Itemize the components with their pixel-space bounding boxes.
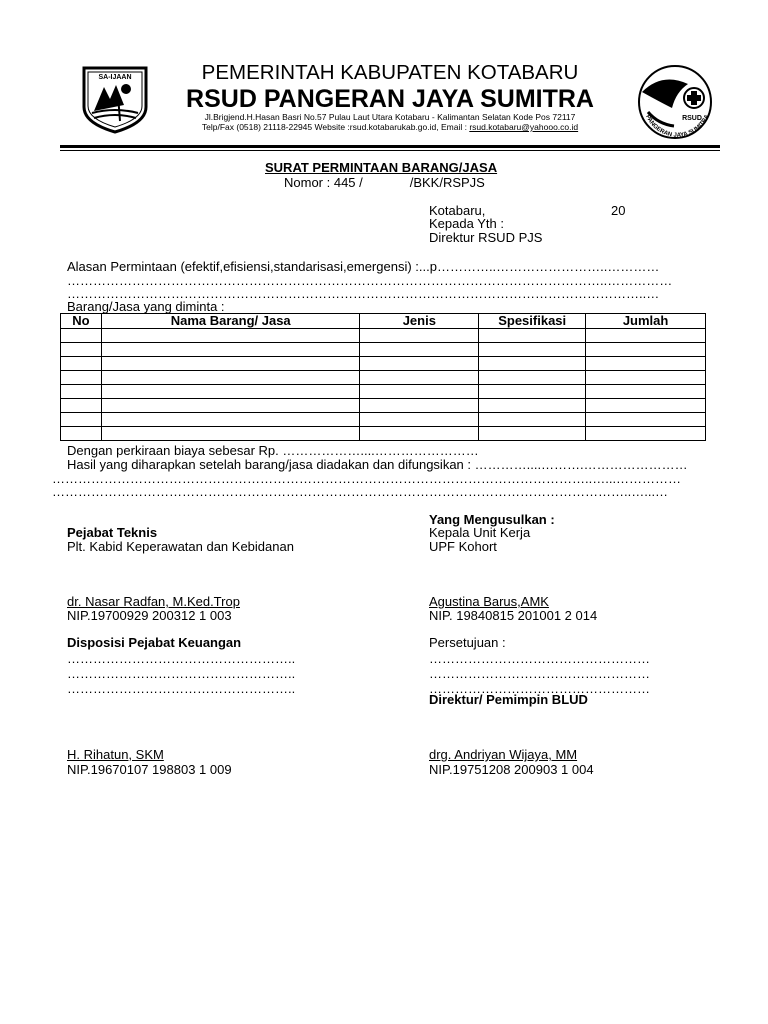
- table-cell[interactable]: [586, 343, 706, 357]
- header-rule-thick: [60, 145, 720, 148]
- table-cell[interactable]: [61, 371, 102, 385]
- table-cell[interactable]: [479, 371, 586, 385]
- finance-officer-nip: NIP.19670107 198803 1 009: [67, 762, 232, 777]
- result-line: ……………………………………………………………………………………………………………………..…...…: [52, 484, 669, 499]
- emblem-label: SA-IJAAN: [98, 74, 132, 81]
- table-cell[interactable]: [586, 329, 706, 343]
- contact-text: Telp/Fax (0518) 21118-22945 Website :rsud.kotabarukab.go.id, Email :: [201, 122, 470, 132]
- technical-officer-title: Pejabat Teknis: [67, 525, 158, 540]
- unit-head-name: Agustina Barus,AMK: [429, 594, 549, 609]
- table-row: [61, 413, 706, 427]
- table-row: [61, 343, 706, 357]
- table-cell[interactable]: [61, 413, 102, 427]
- table-cell[interactable]: [479, 343, 586, 357]
- table-cell[interactable]: [360, 413, 479, 427]
- contact-line: [150, 122, 630, 132]
- unit-name: UPF Kohort: [429, 539, 497, 554]
- table-cell[interactable]: [586, 427, 706, 441]
- kotabaru-regency-emblem: [80, 65, 150, 135]
- col-header-type: Jenis: [360, 314, 479, 329]
- table-cell[interactable]: [101, 329, 360, 343]
- recipient: Direktur RSUD PJS: [429, 230, 543, 245]
- table-cell[interactable]: [61, 329, 102, 343]
- table-cell[interactable]: [479, 399, 586, 413]
- table-cell[interactable]: [586, 385, 706, 399]
- table-cell[interactable]: [61, 343, 102, 357]
- director-name: drg. Andriyan Wijaya, MM: [429, 747, 578, 762]
- header-rule-thin: [60, 150, 720, 151]
- items-label: Barang/Jasa yang diminta :: [67, 299, 225, 314]
- items-table: [60, 313, 706, 441]
- result-line: ……………………………………………………………………………………………………………..…...……………: [52, 471, 682, 486]
- director-title: Direktur/ Pemimpin BLUD: [429, 692, 588, 707]
- government-name: PEMERINTAH KABUPATEN KOTABARU: [201, 61, 579, 84]
- table-cell[interactable]: [586, 357, 706, 371]
- table-cell[interactable]: [360, 427, 479, 441]
- rsud-logo-ring-text: PANGERAN JAYA SUMITRA: [644, 113, 711, 139]
- table-cell[interactable]: [360, 357, 479, 371]
- table-cell[interactable]: [586, 371, 706, 385]
- table-cell[interactable]: [101, 357, 360, 371]
- table-cell[interactable]: [586, 399, 706, 413]
- table-cell[interactable]: [61, 357, 102, 371]
- table-header-row: [61, 314, 706, 329]
- table-cell[interactable]: [479, 427, 586, 441]
- col-header-quantity: Jumlah: [586, 314, 706, 329]
- table-row: [61, 385, 706, 399]
- reason-line: ……………………………………………………………………………………………………………..……………: [67, 273, 673, 288]
- table-cell[interactable]: [586, 413, 706, 427]
- table-cell[interactable]: [479, 385, 586, 399]
- table-cell[interactable]: [101, 385, 360, 399]
- table-row: [61, 357, 706, 371]
- expected-result: Hasil yang diharapkan setelah barang/jasa diadakan dan difungsikan : …………....……….……………………: [67, 457, 688, 472]
- dotted-line: ……………………………………………: [429, 681, 650, 696]
- col-header-no: No: [61, 314, 102, 329]
- dotted-line: ……………………………………………..: [67, 651, 296, 666]
- technical-officer-role: Plt. Kabid Keperawatan dan Kebidanan: [67, 539, 294, 554]
- technical-officer-name: dr. Nasar Radfan, M.Ked.Trop: [67, 594, 240, 609]
- table-cell[interactable]: [360, 343, 479, 357]
- table-cell[interactable]: [479, 329, 586, 343]
- proposer-label: Yang Mengusulkan :: [429, 512, 555, 527]
- finance-officer-name: H. Rihatun, SKM: [67, 747, 164, 762]
- table-cell[interactable]: [61, 427, 102, 441]
- col-header-specification: Spesifikasi: [479, 314, 586, 329]
- finance-disposition-title: Disposisi Pejabat Keuangan: [67, 635, 242, 650]
- table-row: [61, 371, 706, 385]
- director-nip: NIP.19751208 200903 1 004: [429, 762, 594, 777]
- table-cell[interactable]: [61, 399, 102, 413]
- table-cell[interactable]: [360, 385, 479, 399]
- letter-place: Kotabaru,: [429, 203, 486, 218]
- table-cell[interactable]: [360, 329, 479, 343]
- table-cell[interactable]: [101, 343, 360, 357]
- letter-year: 20: [611, 203, 626, 218]
- technical-officer-nip: NIP.19700929 200312 1 003: [67, 608, 232, 623]
- table-cell[interactable]: [360, 399, 479, 413]
- reason-label: Alasan Permintaan (efektif,efisiensi,standarisasi,emergensi) :...p…………..……………………..…………: [67, 259, 660, 274]
- dotted-line: ……………………………………………..: [67, 666, 296, 681]
- unit-head-nip: NIP. 19840815 201001 2 014: [429, 608, 598, 623]
- table-cell[interactable]: [360, 371, 479, 385]
- recipient-label: Kepada Yth :: [429, 216, 504, 231]
- cost-estimate: Dengan perkiraan biaya sebesar Rp. ………………....……………………: [67, 443, 479, 458]
- rsud-hospital-logo: [632, 62, 718, 142]
- hospital-name: RSUD PANGERAN JAYA SUMITRA: [186, 85, 594, 113]
- dotted-line: ……………………………………………: [429, 651, 650, 666]
- table-cell[interactable]: [101, 399, 360, 413]
- unit-head-role: Kepala Unit Kerja: [429, 525, 531, 540]
- table-cell[interactable]: [479, 413, 586, 427]
- dotted-line: ……………………………………………..: [67, 681, 296, 696]
- table-row: [61, 329, 706, 343]
- letter-title: SURAT PERMINTAAN BARANG/JASA: [265, 160, 498, 175]
- col-header-item-name: Nama Barang/ Jasa: [101, 314, 360, 329]
- table-row: [61, 399, 706, 413]
- table-cell[interactable]: [479, 357, 586, 371]
- letter-number: Nomor : 445 / /BKK/RSPJS: [284, 175, 485, 190]
- address-line: Jl.Brigjend.H.Hasan Basri No.57 Pulau Laut Utara Kotabaru - Kalimantan Selatan Kode Pos 72117: [204, 112, 576, 122]
- table-cell[interactable]: [61, 385, 102, 399]
- reason-line: ……………………………………………………………………………………………………………………..…: [67, 286, 660, 301]
- rsud-logo-label: RSUD: [682, 115, 702, 122]
- table-cell[interactable]: [101, 371, 360, 385]
- approval-label: Persetujuan :: [429, 635, 506, 650]
- dotted-line: ……………………………………………: [429, 666, 650, 681]
- table-cell[interactable]: [101, 427, 360, 441]
- table-cell[interactable]: [101, 413, 360, 427]
- table-row: [61, 427, 706, 441]
- email-link[interactable]: rsud.kotabaru@yahooo.co.id: [469, 122, 579, 132]
